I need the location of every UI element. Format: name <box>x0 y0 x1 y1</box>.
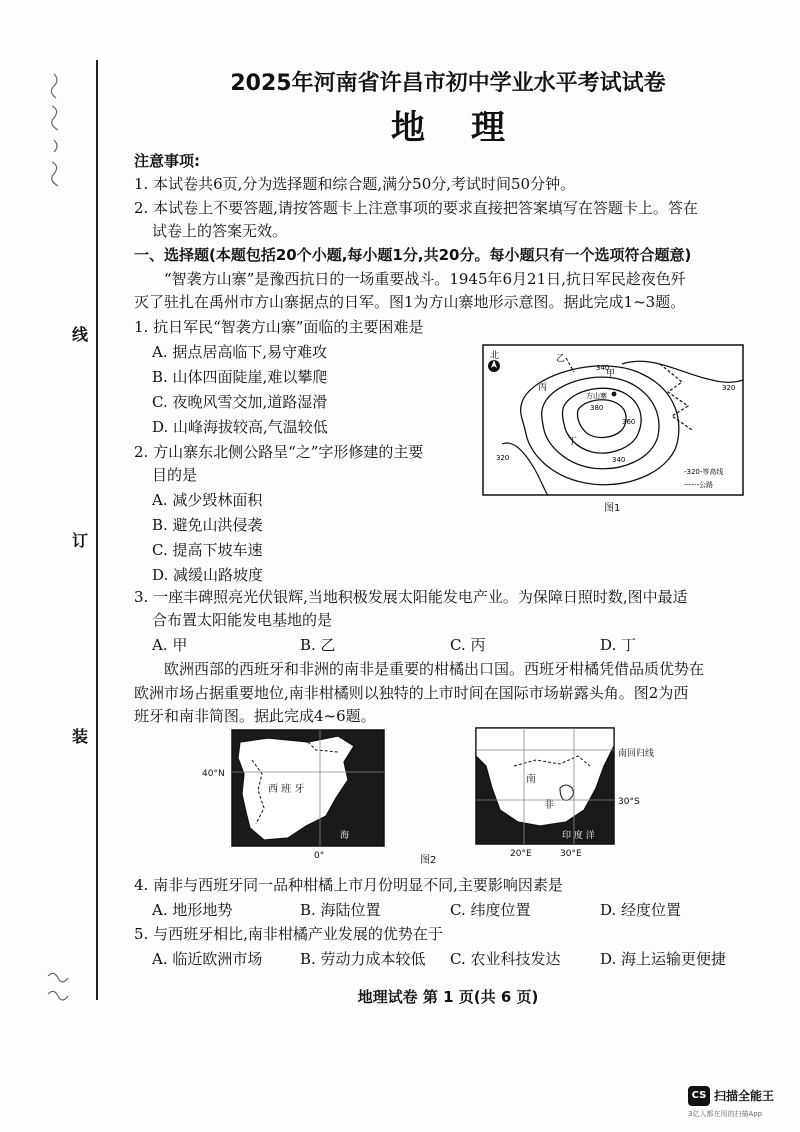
camscanner-logo-icon: CS <box>688 1086 710 1106</box>
page-footer: 地理试卷 第 1 页(共 6 页) <box>357 988 539 1006</box>
spain-label: 西 班 牙 <box>268 784 305 795</box>
section-heading: 一、选择题(本题包括20个小题,每小题1分,共20分。每小题只有一个选项符合题意) <box>134 246 692 264</box>
q2-stem: 2. 方山寨东北侧公路呈“之”字形修建的主要 <box>134 443 424 461</box>
q5-option-d: D. 海上运输更便捷 <box>600 950 727 968</box>
q3-option-d: D. 丁 <box>600 636 637 654</box>
q5-option-a: A. 临近欧洲市场 <box>152 950 263 968</box>
scanner-watermark <box>688 1084 798 1124</box>
q3-option-c: C. 丙 <box>450 636 486 654</box>
contour-label-320-east: 320 <box>722 384 736 392</box>
figure2-south-africa-map <box>474 726 674 860</box>
passage2-line2: 欧洲市场占据重要地位,南非柑橘则以独特的上市时间在国际市场崭露头角。图2为西 <box>134 684 689 702</box>
label-jia: 甲 <box>606 369 616 379</box>
lon-0-label: 0° <box>314 851 325 861</box>
q3-option-b: B. 乙 <box>300 636 336 654</box>
q4-option-d: D. 经度位置 <box>600 901 682 919</box>
figure1-caption: 图1 <box>604 503 621 514</box>
q4-option-a: A. 地形地势 <box>152 901 233 919</box>
passage1-line2: 灭了驻扎在禹州市方山寨据点的日军。图1为方山寨地形示意图。据此完成1~3题。 <box>134 293 686 311</box>
contour-label-380: 380 <box>590 404 604 412</box>
fei-label: 非 <box>544 800 554 811</box>
lon-30e-label: 30°E <box>560 849 582 859</box>
notice-item-1: 1. 本试卷共6页,分为选择题和综合题,满分50分,考试时间50分钟。 <box>134 175 576 193</box>
q3-option-a: A. 甲 <box>152 636 188 654</box>
notice-heading: 注意事项: <box>134 152 200 170</box>
tropic-label: 南回归线 <box>618 749 655 759</box>
passage1-line1: “智袭方山寨”是豫西抗日的一场重要战斗。1945年6月21日,抗日军民趁夜色歼 <box>164 270 686 288</box>
lat-40n-label: 40°N <box>202 769 225 779</box>
sea-label: 海 <box>340 831 350 841</box>
q4-option-c: C. 纬度位置 <box>450 901 531 919</box>
exam-title: 2025年河南省许昌市初中学业水平考试试卷 <box>230 71 666 96</box>
binding-label-top: 线 <box>72 325 89 344</box>
north-label: 北 <box>490 351 500 361</box>
lat-30s-label: 30°S <box>618 797 640 807</box>
label-fangshanzhai: 方山寨 <box>586 392 607 400</box>
label-yi: 乙 <box>556 354 566 364</box>
contour-label-320-west: 320 <box>496 454 510 462</box>
q3-stem: 3. 一座丰碑照亮光伏银辉,当地积极发展太阳能发电产业。为保障日照时数,图中最适 <box>134 588 688 606</box>
q5-stem: 5. 与西班牙相比,南非柑橘产业发展的优势在于 <box>134 925 443 943</box>
q2-option-d: D. 减缓山路坡度 <box>152 566 264 584</box>
binding-label-middle: 订 <box>72 531 89 550</box>
figure1-contour-map <box>482 344 744 496</box>
lon-20e-label: 20°E <box>510 849 532 859</box>
q1-option-a: A. 据点居高临下,易守难攻 <box>152 343 328 361</box>
label-ding: 丁 <box>568 437 578 447</box>
subject-title: 地理 <box>391 108 551 148</box>
q2-option-c: C. 提高下坡车速 <box>152 541 263 559</box>
passage2-line3: 班牙和南非简图。据此完成4~6题。 <box>134 707 376 725</box>
notice-item-2-cont: 试卷上的答案无效。 <box>152 222 288 240</box>
q1-option-d: D. 山峰海拔较高,气温较低 <box>152 418 328 436</box>
binding-label-bottom: 装 <box>72 727 89 746</box>
q2-option-a: A. 减少毁林面积 <box>152 491 263 509</box>
indian-ocean-label: 印 度 洋 <box>562 831 595 841</box>
margin-handwriting-top <box>44 66 70 196</box>
q1-option-c: C. 夜晚风雪交加,道路湿滑 <box>152 393 328 411</box>
q5-option-b: B. 劳动力成本较低 <box>300 950 426 968</box>
watermark-slogan: 3亿人都在用的扫描App <box>688 1110 763 1118</box>
contour-label-340-south: 340 <box>612 456 626 464</box>
notice-item-2: 2. 本试卷上不要答题,请按答题卡上注意事项的要求直接把答案填写在答题卡上。答在 <box>134 199 698 217</box>
q5-option-c: C. 农业科技发达 <box>450 950 561 968</box>
figure2-spain-map <box>198 728 388 862</box>
q4-option-b: B. 海陆位置 <box>300 901 381 919</box>
q1-stem: 1. 抗日军民“智袭方山寨”面临的主要困难是 <box>134 318 424 336</box>
q4-stem: 4. 南非与西班牙同一品种柑橘上市月份明显不同,主要影响因素是 <box>134 876 563 894</box>
q1-option-b: B. 山体四面陡崖,难以攀爬 <box>152 368 328 386</box>
binding-line <box>96 60 98 1000</box>
margin-handwriting-bottom <box>44 968 70 1008</box>
contour-label-360: 360 <box>622 418 636 426</box>
figure2-caption: 图2 <box>420 855 437 866</box>
watermark-name: 扫描全能王 <box>714 1089 775 1103</box>
q2-option-b: B. 避免山洪侵袭 <box>152 516 263 534</box>
q2-stem-cont: 目的是 <box>152 466 198 484</box>
legend-contour: -320-等高线 <box>684 468 724 476</box>
legend-road: ------公路 <box>684 481 714 489</box>
label-bing: 丙 <box>538 383 548 393</box>
contour-label-340-north: 340 <box>596 364 610 372</box>
passage2-line1: 欧洲西部的西班牙和非洲的南非是重要的柑橘出口国。西班牙柑橘凭借品质优势在 <box>164 660 705 678</box>
nan-label: 南 <box>526 774 536 785</box>
q3-stem-cont: 合布置太阳能发电基地的是 <box>152 611 333 629</box>
